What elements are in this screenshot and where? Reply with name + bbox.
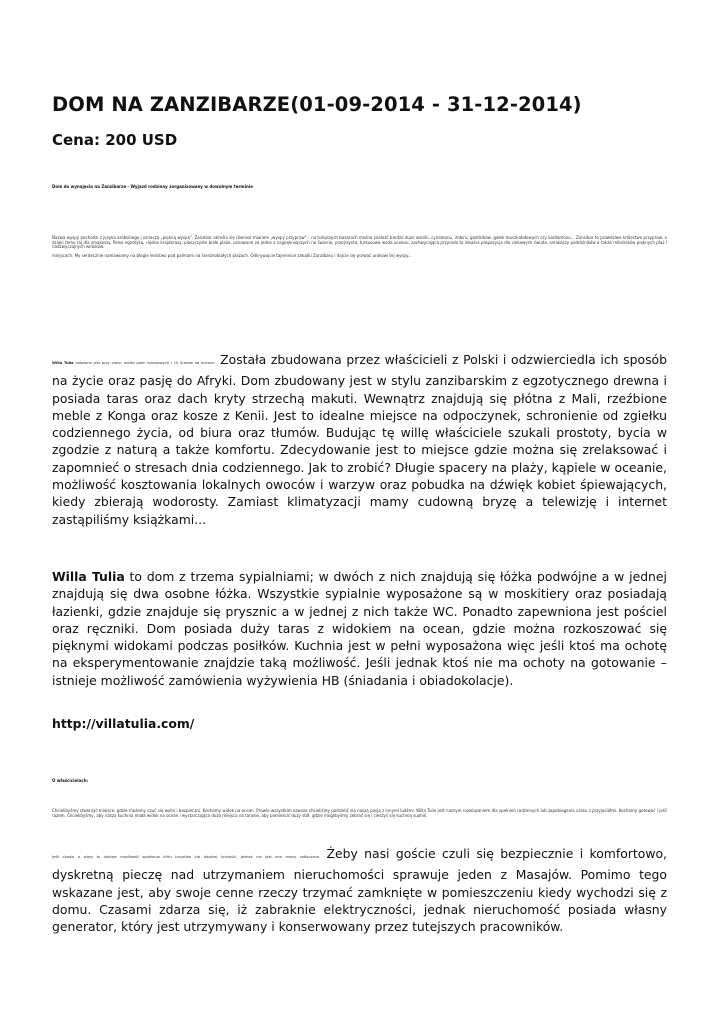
website-link[interactable]: http://villatulia.com/	[52, 716, 195, 731]
safety-paragraph	[52, 845, 667, 935]
price-label: Cena: 200 USD	[52, 131, 178, 149]
safety-lead-small: Jeśli chodzi o plaży to istnieje możliwość spotkania kilku turystów lub lokalnej ludności, jednak nie jest ona mięzy zatłoczona.	[52, 855, 321, 859]
page-title: DOM NA ZANZIBARZE(01-09-2014 - 31-12-2014)	[52, 93, 582, 116]
intro-heading: Dom do wynajęcia na Zanzibarze - Wyjazd rodzinny zorganizowany w dowolnym terminie	[52, 184, 253, 189]
villa-lead-bold: Willa Tulia	[52, 361, 74, 365]
villa-description-text: Została zbudowana przez właścicieli z Polski i odzwierciedla ich sposób na życie oraz pasję do Afryki. Dom zbudowany jest w stylu zanzibarskim z egzotycznego drewna i posiada taras oraz dach kryty strzechą makuti. Wewnątrz znajdują się płótna z Mali, rzeźbione meble z Konga oraz kosze z Kenii. Jest to idealne miejsce na odpoczynek, schronienie od zgiełku codziennego życia, od biura oraz tłumów. Budując tę willę właściciele szukali prostoty, bycia w zgodzie z naturą a także komfortu. Zdecydowanie jest to miejsce gdzie można się zrelaksować i zapomnieć o stresach dnia codziennego. Jak to zrobić? Długie spacery na plaży, kąpiele w oceanie, możliwość kosztowania lokalnych owoców i warzyw oraz pobudka na dźwięk kobiet śpiewających, kiedy zbierają wodorosty. Zamiast klimatyzacji mamy cudowną bryzę a telewizję i internet zastąpiliśmy książkami...	[52, 352, 667, 527]
villa-rooms-paragraph	[52, 568, 667, 689]
intro-paragraph: Nazwa wyspy pochodzi z języka arabskiego i oznacza „piękną wyspę". Zanzibar określa się również mianem „wyspy przypraw" – na tutejszych bazarach można znaleźć bardzo dużo wanilii, cynamonu, imbiru, goździków, gałek muszkatołowych czy kardamonu... Zanzibar to prawdziwe królestwo przypraw, a dzięki temu raj dla smakoszy. Pełna egzotyka, rajskie krajobrazy, piaszczyste białe plaże, uznawane za jedne z najpiękniejszych na świecie, przejrzysta, turkusowa woda oceanu, zachwycająca przyroda to idealna propozycja dla ciekawych świata, smakoszy podróżników a także miłośników pięknych plaż i nadzwyczajnych widoków.	[52, 235, 667, 249]
villa-rooms-text: to dom z trzema sypialniami; w dwóch z nich znajdują się łóżka podwójne a w jednej znajdują się dwa osobne łóżka. Wszystkie sypialnie wyposażone są w moskitiery oraz posiadają łazienki, gdzie znajduje się prysznic a w jednej z nich także WC. Ponadto zapewniona jest pościel oraz ręczniki. Dom posiada duży taras z widokiem na ocean, gdzie można rozkoszować się pięknymi widokami podczas posiłków. Kuchnia jest w pełni wyposażona więc jeśli ktoś ma ochotę na eksperymentowanie znajdzie taką możliwość. Jeśli jednak ktoś nie ma ochoty na gotowanie – istnieje możliwość zamówienia wyżywienia HB (śniadania i obiadokolacje).	[52, 569, 667, 688]
intro-paragraph-continued: miejscach. My serdecznie namawiamy na błogie lenistwo pod palmami na śnieżnobiałych plażach. Odkrywajcie tajemnice zakątki Zanzibaru i dajcie się porwać urokowi tej wyspy...	[52, 253, 412, 258]
villa-rooms-lead-bold: Willa Tulia	[52, 569, 125, 584]
owners-paragraph: Chcielibyśmy stworzyć miejsce, gdzie możemy czuć się wolni i bezpieczni. Kochamy widok na ocean. Prawie wszystkim zawsze chcieliśmy podzielić się naszą pasją z innymi ludźmi. Willa Tulia jest naszym rozwiązaniem dla spełnień rodzinnych lub zapobiegania czasu z przyjaciółmi. Kochamy gotować i jeść razem. Chcielibyśmy, aby nasza kuchnia miała widok na ocean i wystarczająco dużo miejsca na tarasie, aby pomieścić duży stół. gdzie moglibyśmy zebrać się i cieszyć się kuchnią suahili.	[52, 808, 667, 818]
villa-lead-small	[52, 361, 215, 365]
safety-text: Żeby nasi goście czuli się bezpiecznie i komfortowo, dyskretną pieczę nad utrzymaniem nieruchomości sprawuje jeden z Masajów. Pomimo tego wskazane jest, aby swoje cenne rzeczy trzymać zamknięte w pomieszczeniu kiedy wychodzi się z domu. Czasami zdarza się, iż zabraknie elektryczności, jednak nieruchomość posiada własny generator, który jest utrzymywany i konserwowany przez tutejszych pracowników.	[52, 846, 667, 935]
villa-lead-small-text: położona jest przy plaży, wśród palm kokosowych i 10 krokow od oceanu.	[73, 361, 216, 365]
owners-heading: O właścicielach:	[52, 778, 89, 783]
villa-description-paragraph	[52, 351, 667, 528]
